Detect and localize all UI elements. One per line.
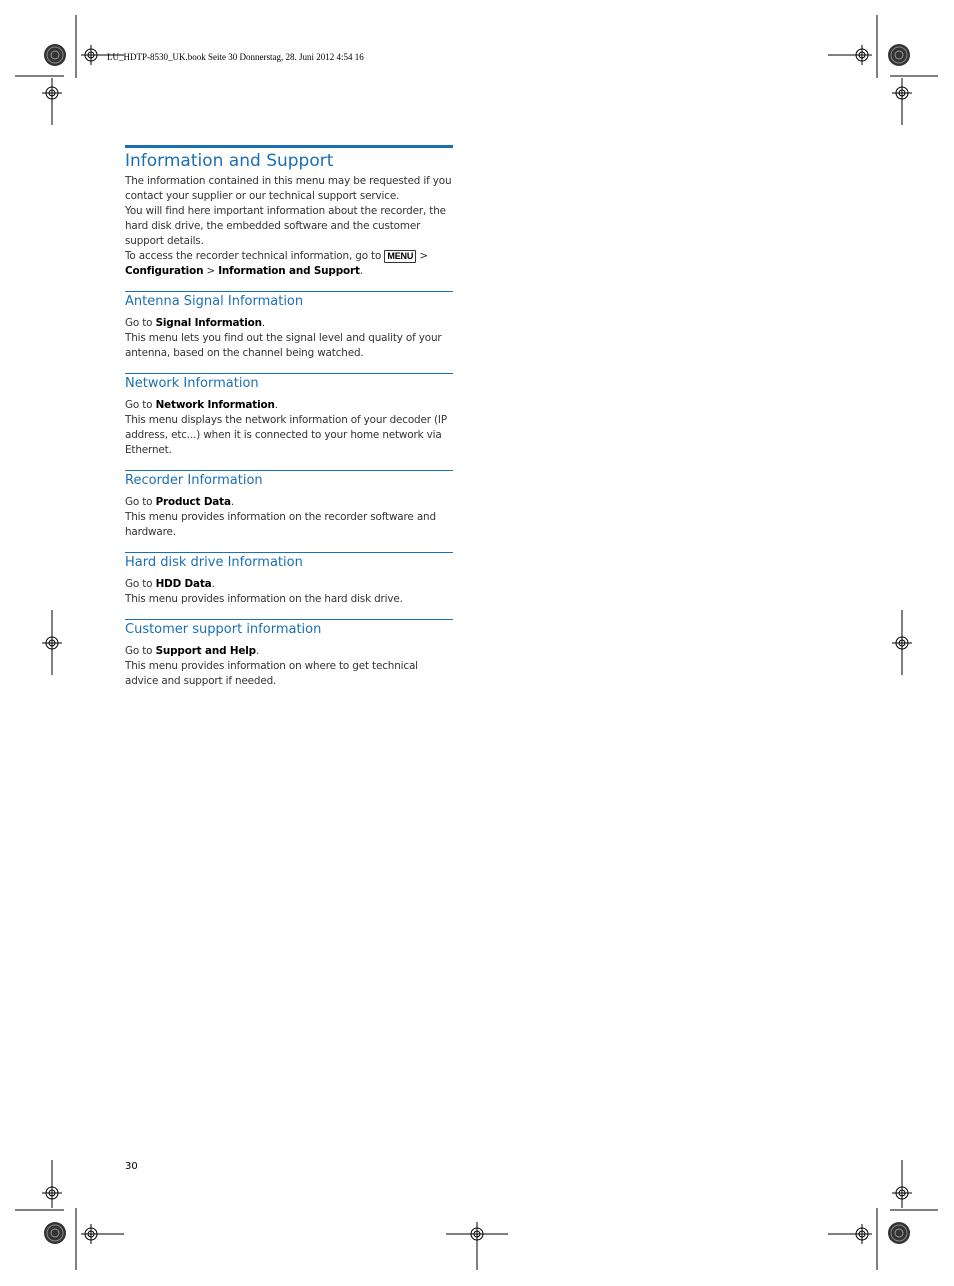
section-title: Network Information — [125, 376, 259, 391]
section-title: Hard disk drive Information — [125, 555, 303, 570]
section-target: HDD Data — [155, 578, 212, 590]
section-goto: Go to Support and Help. — [125, 645, 260, 657]
section-target: Support and Help — [155, 645, 256, 657]
page-number: 30 — [125, 1161, 138, 1172]
path-configuration: Configuration — [125, 265, 204, 277]
intro-paragraph-3 — [125, 249, 453, 279]
section-goto: Go to Network Information. — [125, 399, 278, 411]
path-information-support: Information and Support — [218, 265, 360, 277]
title-rule — [125, 145, 453, 148]
section-title: Customer support information — [125, 622, 322, 637]
path-separator: > — [206, 265, 216, 277]
section-rule — [125, 470, 453, 471]
section-rule — [125, 291, 453, 292]
print-slug: LU_HDTP-8530_UK.book Seite 30 Donnerstag, 28. Juni 2012 4:54 16 — [107, 52, 364, 62]
intro-paragraph-1: The information contained in this menu may be requested if you contact your supplier or our technical support service. — [125, 175, 452, 202]
section-goto: Go to Product Data. — [125, 496, 234, 508]
section-rule — [125, 619, 453, 620]
section-recorder — [125, 470, 453, 540]
section-target: Network Information — [155, 399, 275, 411]
section-customer-support — [125, 619, 453, 689]
section-description: This menu provides information on where to get technical advice and support if needed. — [125, 660, 418, 687]
section-antenna-signal — [125, 291, 453, 361]
intro-access-text: To access the recorder technical information, go to — [125, 250, 382, 262]
menu-key-icon: MENU — [384, 250, 416, 263]
section-title: Antenna Signal Information — [125, 294, 304, 309]
section-title: Recorder Information — [125, 473, 263, 488]
section-description: This menu displays the network information of your decoder (IP address, etc...) when it is connected to your home network via Ethernet. — [125, 414, 447, 456]
section-rule — [125, 373, 453, 374]
page-title: Information and Support — [125, 151, 334, 171]
section-rule — [125, 552, 453, 553]
page-content — [125, 145, 453, 689]
intro-paragraph-2: You will find here important information about the recorder, the hard disk drive, the embedded software and the customer support details. — [125, 205, 446, 247]
section-description: This menu provides information on the recorder software and hardware. — [125, 511, 436, 538]
section-goto: Go to HDD Data. — [125, 578, 215, 590]
period: . — [359, 265, 363, 277]
path-separator: > — [419, 250, 428, 262]
section-description: This menu provides information on the hard disk drive. — [125, 593, 403, 605]
section-hard-disk — [125, 552, 453, 607]
section-network — [125, 373, 453, 458]
section-target: Signal Information — [155, 317, 262, 329]
section-description: This menu lets you find out the signal level and quality of your antenna, based on the channel being watched. — [125, 332, 442, 359]
section-goto: Go to Signal Information. — [125, 317, 266, 329]
section-target: Product Data — [155, 496, 231, 508]
